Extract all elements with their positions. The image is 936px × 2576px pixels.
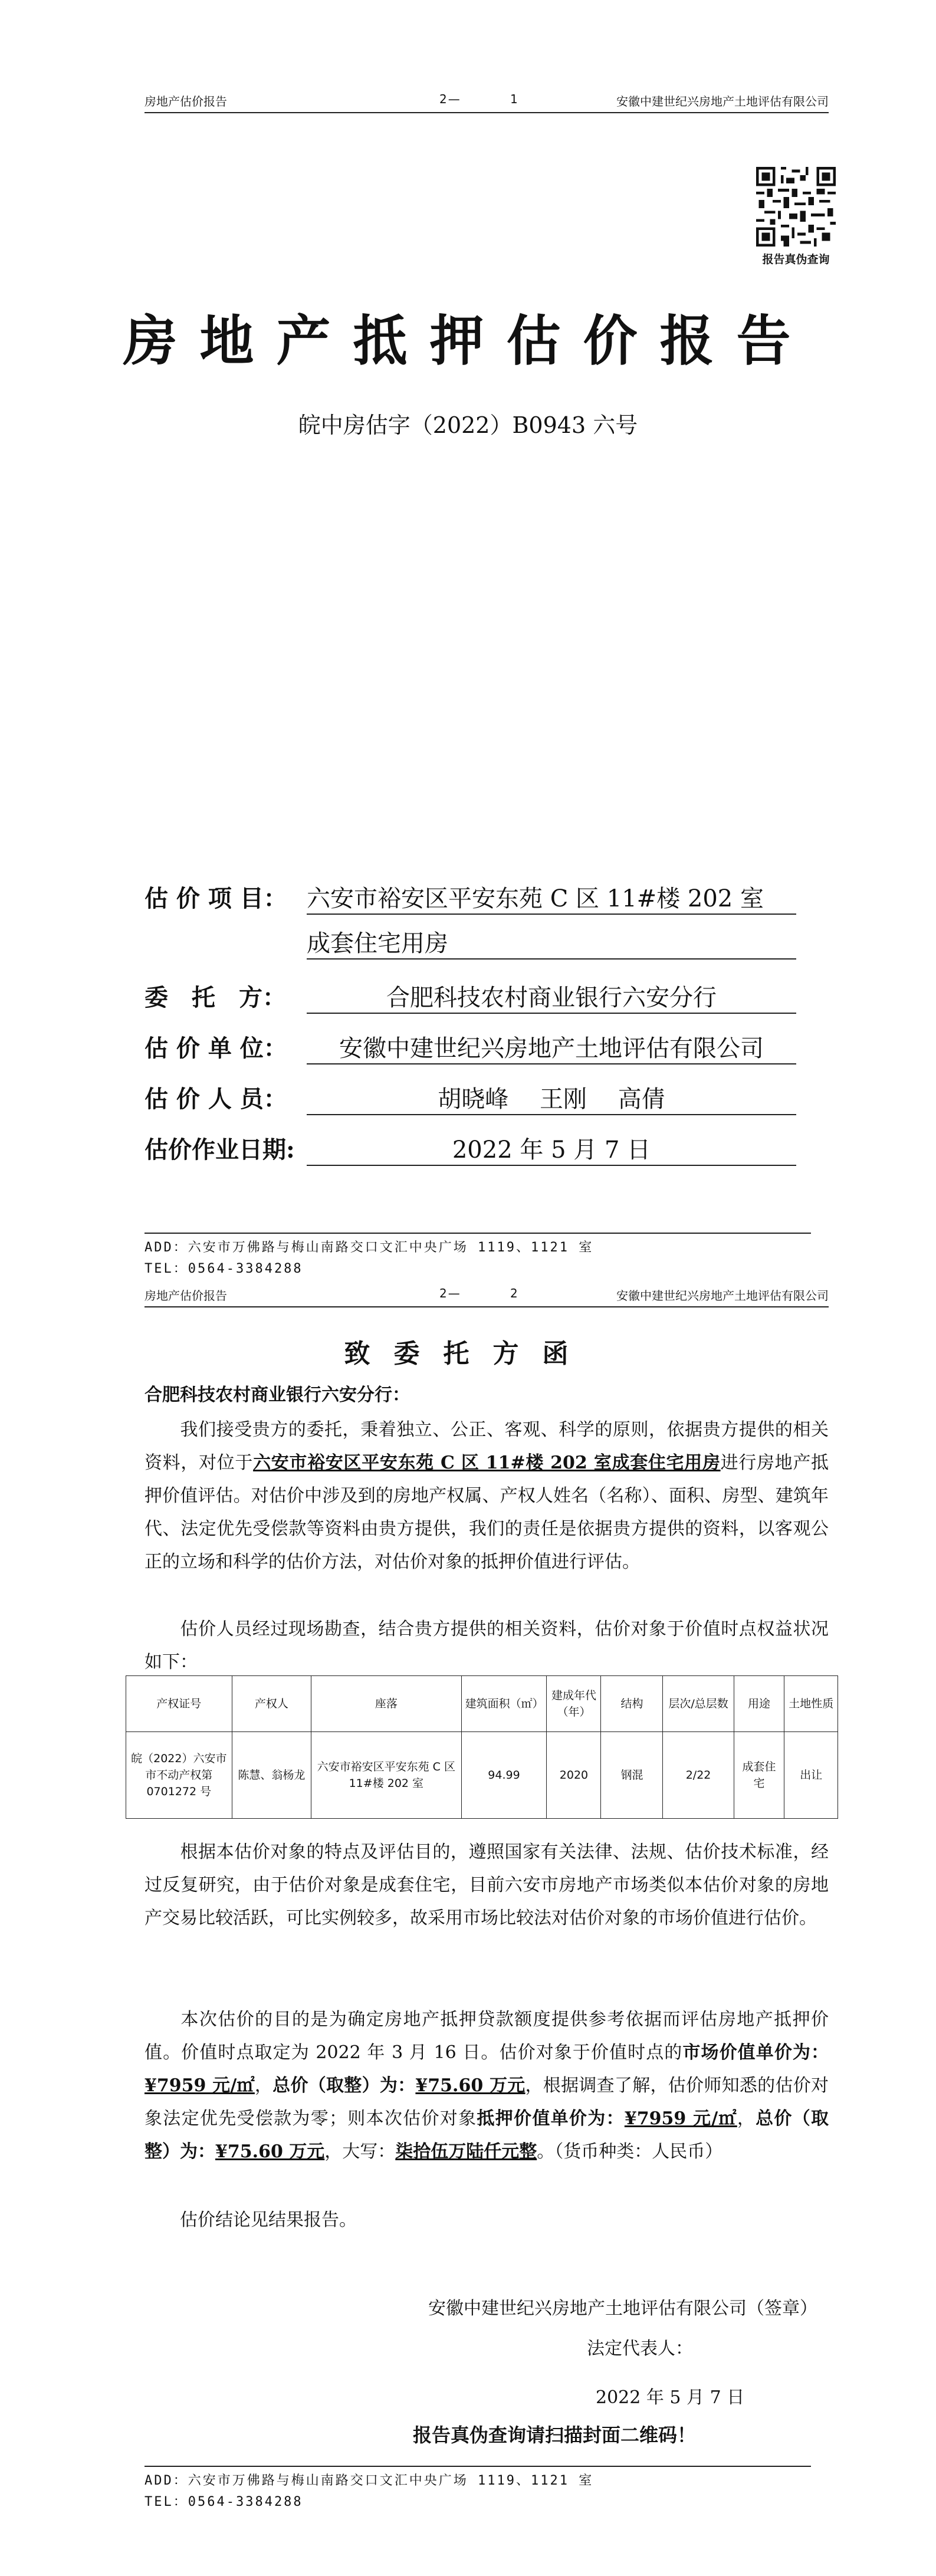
col-land-type: 土地性质 (784, 1676, 838, 1732)
footer-address: ADD：六安市万佛路与梅山南路交口文汇中央广场 1119、1121 室 (144, 2473, 594, 2488)
para5-text: 估价结论见结果报告。 (180, 2210, 357, 2230)
field-value-client: 合肥科技农村商业银行六安分行 (307, 979, 796, 1014)
table-row (126, 1732, 838, 1819)
letter-page (0, 1283, 936, 2576)
market-unit-price-label: 市场价值单价为： (682, 2042, 829, 2063)
field-value-appraisers: 胡晓峰 王刚 高倩 (307, 1080, 796, 1115)
para1-text-c: 进行房地产抵押价值评估。对估价中涉及到的房地产权属、产权人姓名（名称）、面积、房型、建筑年代、法定优先受偿款等资料由贵方提供，我们的责任是依据贵方提供的资料，以客观公正的立场和科学的估价方法，对估价对象的抵押价值进行评估。 (144, 1453, 829, 1572)
cover-page (0, 0, 936, 1283)
addressee: 合肥科技农村商业银行六安分行： (144, 1385, 410, 1405)
para4-text-a: 本次估价的目的是为确定房地产抵押贷款额度提供参考依据而评估房地产抵押价值。价值时点取定为 2022 年 3 月 16 日。估价对象于价值时点的 (144, 2009, 829, 2063)
footer-address: ADD：六安市万佛路与梅山南路交口文汇中央广场 1119、1121 室 (144, 1240, 594, 1255)
page-title: 房地产抵押估价报告 (123, 309, 813, 373)
header-company: 安徽中建世纪兴房地产土地评估有限公司 (616, 1289, 829, 1303)
field-label-project: 估 价 项 目： (144, 885, 287, 912)
para1-property-address: 六安市裕安区平安东苑 C 区 11#楼 202 室成套住宅用房 (253, 1453, 721, 1473)
para4-text-m: ，大写： (324, 2141, 396, 2162)
field-label-work-date: 估价作业日期: (144, 1136, 295, 1164)
market-unit-price: ¥7959 元/㎡ (144, 2075, 255, 2096)
col-cert-no: 产权证号 (126, 1676, 232, 1732)
header-company: 安徽中建世纪兴房地产土地评估有限公司 (616, 94, 829, 109)
para3-text: 根据本估价对象的特点及评估目的，遵照国家有关法律、法规、估价技术标准，经过反复研究，由于估价对象是成套住宅，目前六安市房地产市场类似本估价对象的房地产交易比较活跃，可比实例较多，故采用市场比较法对估价对象的市场价值进行估价。 (144, 1842, 829, 1928)
paragraph-conclusion (144, 2003, 829, 2168)
signature-company: 安徽中建世纪兴房地产土地评估有限公司（签章） (428, 2298, 817, 2319)
cell-year: 2020 (547, 1732, 601, 1819)
page-footer (144, 2470, 593, 2513)
para1-text-a: 我们接受贵方的委托，秉着独立、公正、客观、科学的原则，依据贵方提供的相关资料，对位于 (144, 1420, 829, 1473)
header-section: 2— (439, 92, 461, 106)
field-value-work-date: 2022 年 5 月 7 日 (307, 1131, 796, 1166)
cell-cert-no: 皖（2022）六安市市不动产权第 0701272 号 (126, 1732, 232, 1819)
signature-date: 2022 年 5 月 7 日 (596, 2387, 745, 2408)
paragraph-survey (144, 1613, 829, 1679)
market-total-label: 总价（取整）为： (272, 2075, 416, 2096)
paragraph-intro (144, 1414, 829, 1579)
property-table (126, 1675, 838, 1819)
table-header-row (126, 1676, 838, 1732)
cell-location: 六安市裕安区平安东苑 C 区 11#楼 202 室 (311, 1732, 462, 1819)
field-value-project-line2: 成套住宅用房 (307, 925, 796, 960)
mortgage-total-label: 总价（取整）为： (144, 2108, 829, 2162)
field-label-appraisers: 估 价 人 员： (144, 1085, 287, 1113)
col-owner: 产权人 (232, 1676, 311, 1732)
field-label-appraiser-unit: 估 价 单 位： (144, 1034, 287, 1062)
market-total-price: ¥75.60 万元 (415, 2075, 526, 2096)
footer-tel: TEL：0564-3384288 (144, 2495, 303, 2509)
page-header (144, 1283, 829, 1307)
para4-comma-1: ， (254, 2075, 273, 2096)
signature-representative: 法定代表人： (587, 2338, 693, 2359)
para4-text-o: 。（货币种类：人民币） (537, 2141, 723, 2162)
page-footer (144, 1237, 593, 1280)
header-page-number: 2 (510, 1286, 518, 1300)
field-label-client: 委 托 方： (144, 984, 286, 1011)
col-structure: 结构 (601, 1676, 663, 1732)
col-year: 建成年代（年） (547, 1676, 601, 1732)
footer-tel: TEL：0564-3384288 (144, 1261, 303, 1276)
qr-code-icon[interactable] (756, 167, 836, 247)
cell-land-type: 出让 (784, 1732, 838, 1819)
amount-in-words: 柒拾伍万陆仟元整 (395, 2141, 537, 2162)
field-value-appraiser-unit: 安徽中建世纪兴房地产土地评估有限公司 (307, 1030, 796, 1064)
mortgage-total-price: ¥75.60 万元 (215, 2141, 325, 2162)
mortgage-unit-price: ¥7959 元/㎡ (624, 2108, 737, 2129)
header-section: 2— (439, 1286, 461, 1300)
cell-use: 成套住宅 (734, 1732, 784, 1819)
footer-divider (144, 1233, 811, 1234)
para4-comma-2: ， (737, 2108, 756, 2129)
qr-label: 报告真伪查询 (762, 253, 830, 266)
mortgage-unit-price-label: 抵押价值单价为： (477, 2108, 625, 2129)
para2-text: 估价人员经过现场勘查，结合贵方提供的相关资料，估价对象于价值时点权益状况如下： (144, 1619, 829, 1673)
col-use: 用途 (734, 1676, 784, 1732)
col-area: 建筑面积（㎡） (461, 1676, 547, 1732)
header-page-number: 1 (510, 92, 518, 106)
col-floor: 层次/总层数 (663, 1676, 734, 1732)
page-header (144, 88, 829, 113)
verification-notice: 报告真伪查询请扫描封面二维码！ (413, 2424, 697, 2446)
paragraph-method (144, 1836, 829, 1935)
cell-floor: 2/22 (663, 1732, 734, 1819)
para4-text-g: ，根据调查了解，估价师知悉的估价对象法定优先受偿款为零；则本次估价对象 (144, 2075, 829, 2129)
cell-area: 94.99 (461, 1732, 547, 1819)
cell-structure: 钢混 (601, 1732, 663, 1819)
footer-divider (144, 2466, 811, 2467)
field-value-project: 六安市裕安区平安东苑 C 区 11#楼 202 室 (307, 880, 796, 915)
col-location: 座落 (311, 1676, 462, 1732)
letter-title: 致委托方函 (344, 1339, 592, 1369)
header-title: 房地产估价报告 (144, 94, 227, 109)
header-title: 房地产估价报告 (144, 1289, 227, 1303)
paragraph-see-report (144, 2204, 829, 2237)
document-number: 皖中房估字（2022）B0943 六号 (298, 412, 638, 438)
cell-owner: 陈慧、翁杨龙 (232, 1732, 311, 1819)
